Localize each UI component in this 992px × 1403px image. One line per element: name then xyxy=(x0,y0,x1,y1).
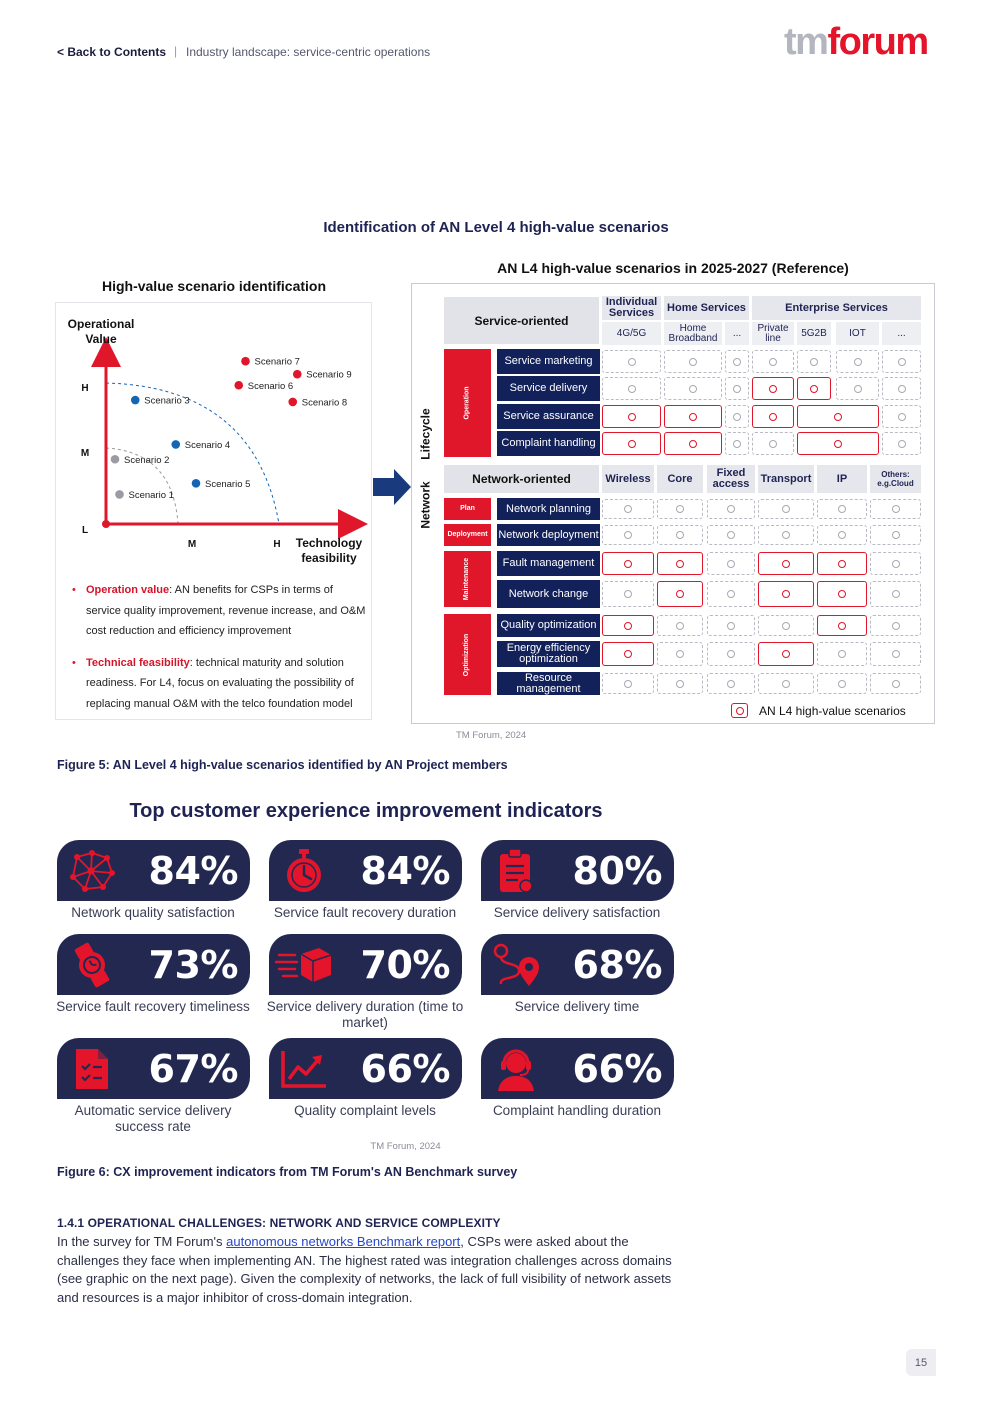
y-axis-label-line1: Operational xyxy=(67,317,135,331)
high-value-scenario-cell xyxy=(752,377,794,400)
scenario-cell xyxy=(817,642,867,666)
figure6-caption: Figure 6: CX improvement indicators from TM Forum's AN Benchmark survey xyxy=(57,1165,518,1179)
scenario-cell xyxy=(870,642,921,666)
indicator-label: Service fault recovery timeliness xyxy=(56,999,250,1014)
fast-box-icon xyxy=(269,934,339,995)
x-tick-h: H xyxy=(273,539,281,550)
indicator-value: 67% xyxy=(148,1046,238,1091)
network-group-label-text: Maintenance xyxy=(463,557,471,601)
right-panel-title: AN L4 high-value scenarios in 2025-2027 (Reference) xyxy=(497,260,849,276)
indicator-value: 80% xyxy=(572,848,662,893)
scenario-cell xyxy=(752,432,794,455)
indicator-tile xyxy=(481,934,674,995)
enterprise-services-header: Enterprise Services xyxy=(752,296,921,320)
scenario-cell xyxy=(664,377,722,400)
scenario-cell xyxy=(758,499,814,519)
scenario-cell xyxy=(882,405,921,428)
figure6-title: Top customer experience improvement indicators xyxy=(129,800,603,822)
network-group-label: Plan xyxy=(444,498,491,520)
scenario-cell xyxy=(707,552,755,575)
x-axis-label-line2: feasibility xyxy=(301,551,357,565)
indicator-value: 66% xyxy=(572,1046,662,1091)
indicator-tile xyxy=(481,1038,674,1099)
scenario-cell xyxy=(870,581,921,607)
scenario-cell xyxy=(657,615,703,636)
network-group-label xyxy=(444,614,491,695)
network-mesh-icon xyxy=(57,840,127,901)
scenario-cell xyxy=(836,377,879,400)
wristwatch-icon xyxy=(57,934,127,995)
scenario-cell xyxy=(870,552,921,575)
scenario-cell xyxy=(657,525,703,545)
paragraph-text-end: , CSPs were asked about the challenges they face when implementing AN. The highest rated was integration challenges across domains (see graphic on the next page). Given the complexity of networks, the lack of full visibility of network assets and resources is a major inhibitor of cross-domain integration. xyxy=(57,1234,672,1305)
scenario-point xyxy=(192,479,201,488)
scenario-cell xyxy=(758,525,814,545)
scenario-cell xyxy=(882,350,921,373)
indicator-label: Service fault recovery duration xyxy=(273,905,457,920)
scenario-cell xyxy=(870,615,921,636)
network-row-label: Resource management xyxy=(497,672,600,695)
network-group-label xyxy=(444,551,491,607)
scenario-point-label: Scenario 9 xyxy=(306,369,352,381)
scenario-criteria-list xyxy=(72,580,368,725)
scenario-cell xyxy=(602,377,661,400)
scenario-point-label: Scenario 2 xyxy=(124,454,170,466)
header-separator: | xyxy=(174,44,178,58)
high-value-scenario-cell xyxy=(758,581,814,607)
network-row-label: Network change xyxy=(497,580,600,608)
high-value-boundary-curve xyxy=(106,383,279,524)
network-group-label: Deployment xyxy=(444,524,491,546)
trend-chart-icon xyxy=(269,1038,339,1099)
scenario-cell xyxy=(725,377,749,400)
indicator-value: 73% xyxy=(148,942,238,987)
service-row-label: Service delivery xyxy=(497,376,600,401)
y-tick-m: M xyxy=(80,448,90,459)
network-label: Network xyxy=(419,481,433,529)
network-column-header: Transport xyxy=(758,465,814,493)
indicator-tile xyxy=(269,840,462,901)
service-oriented-header: Service-oriented xyxy=(444,297,599,344)
indicator-tile xyxy=(57,934,250,995)
service-column-header: 5G2B xyxy=(797,322,831,345)
scenario-point xyxy=(288,398,297,407)
scenario-cell xyxy=(817,525,867,545)
service-column-header: 4G/5G xyxy=(602,322,661,345)
scenario-point-label: Scenario 5 xyxy=(205,478,251,490)
high-value-scenario-cell xyxy=(657,552,703,575)
scenario-cell xyxy=(657,499,703,519)
operation-value-term: Operation value xyxy=(86,584,170,596)
scenario-point xyxy=(234,381,243,390)
technical-feasibility-text: : technical maturity and solution readiness. For L4, focus on evaluating the possibility of replacing manual O&M with the telco foundation model xyxy=(86,656,354,710)
high-value-scenario-cell xyxy=(797,405,879,428)
axis-origin xyxy=(102,520,110,528)
scenario-cell xyxy=(602,525,654,545)
network-oriented-header: Network-oriented xyxy=(444,465,599,493)
scenario-point-label: Scenario 7 xyxy=(254,356,300,368)
high-value-scenario-cell xyxy=(602,615,654,636)
scenario-cell xyxy=(602,350,661,373)
network-row-label: Network deployment xyxy=(497,524,600,546)
scenario-cell xyxy=(664,350,722,373)
indicator-label: Complaint handling duration xyxy=(492,1103,662,1118)
scenario-cell xyxy=(758,673,814,694)
section-heading: 1.4.1 OPERATIONAL CHALLENGES: NETWORK AND SERVICE COMPLEXITY xyxy=(57,1216,501,1230)
scenario-point xyxy=(171,440,180,449)
y-tick-l: L xyxy=(81,525,89,536)
indicator-label: Automatic service delivery success rate xyxy=(74,1103,232,1134)
network-row-label: Fault management xyxy=(497,551,600,576)
network-row-label: Energy efficiency optimization xyxy=(497,641,600,667)
high-value-scenario-cell xyxy=(817,615,867,636)
clipboard-icon xyxy=(481,840,551,901)
x-tick-m: M xyxy=(187,539,197,550)
high-value-scenario-cell xyxy=(664,432,722,455)
indicator-tile xyxy=(269,1038,462,1099)
high-value-scenario-cell xyxy=(817,552,867,575)
scenario-point xyxy=(241,357,250,366)
high-value-scenario-cell xyxy=(758,552,814,575)
scenario-cell xyxy=(882,432,921,455)
scenario-cell xyxy=(725,350,749,373)
indicator-tile xyxy=(481,840,674,901)
scenario-cell xyxy=(797,350,831,373)
service-column-header: Home Broadband xyxy=(664,322,722,345)
scenario-point xyxy=(111,455,120,464)
scenario-point xyxy=(131,396,140,405)
back-to-contents-link[interactable]: < Back to Contents xyxy=(57,45,167,59)
scenario-point-label: Scenario 6 xyxy=(247,380,294,392)
indicator-label: Service delivery duration (time to market) xyxy=(266,999,464,1030)
scenario-point xyxy=(293,370,302,379)
scenario-cell xyxy=(707,581,755,607)
technical-feasibility-term: Technical feasibility xyxy=(86,656,190,669)
high-value-scenario-cell xyxy=(602,432,661,455)
operation-value-bullet xyxy=(72,580,368,642)
headset-agent-icon xyxy=(481,1038,551,1099)
indicator-value: 70% xyxy=(360,942,450,987)
high-value-scenario-cell xyxy=(602,552,654,575)
scenario-cell xyxy=(707,499,755,519)
scenario-cell xyxy=(836,350,879,373)
figure5-title: Identification of AN Level 4 high-value scenarios xyxy=(323,219,669,236)
logo-tm: tm xyxy=(784,21,828,63)
scenario-point-label: Scenario 8 xyxy=(301,397,348,409)
benchmark-report-link[interactable]: autonomous networks Benchmark report xyxy=(226,1234,461,1249)
logo-forum: forum xyxy=(827,21,928,63)
scenario-cell xyxy=(870,673,921,694)
service-column-header: ... xyxy=(882,322,921,345)
indicator-value: 66% xyxy=(360,1046,450,1091)
scenario-cell xyxy=(870,499,921,519)
figure5-caption: Figure 5: AN Level 4 high-value scenarios identified by AN Project members xyxy=(57,758,508,772)
indicator-tile xyxy=(57,840,250,901)
technical-feasibility-bullet xyxy=(72,653,368,715)
high-value-scenario-cell xyxy=(664,405,722,428)
indicator-value: 84% xyxy=(360,848,450,893)
scenario-cell xyxy=(602,581,654,607)
indicator-tile xyxy=(269,934,462,995)
scenario-cell xyxy=(817,673,867,694)
high-value-scenario-cell xyxy=(752,405,794,428)
high-value-scenario-cell xyxy=(758,642,814,666)
service-row-label: Complaint handling xyxy=(497,431,600,456)
network-column-header: Core xyxy=(657,465,703,493)
scenario-point-label: Scenario 3 xyxy=(144,395,190,407)
tmforum-logo[interactable] xyxy=(784,20,928,64)
section-paragraph xyxy=(57,1233,677,1307)
home-services-header: Home Services xyxy=(664,296,749,320)
scenario-cell xyxy=(870,525,921,545)
high-value-scenario-cell xyxy=(797,432,879,455)
paragraph-text-start: In the survey for TM Forum's xyxy=(57,1234,227,1249)
high-value-scenario-cell xyxy=(657,581,703,607)
scenario-cell xyxy=(725,432,749,455)
indicator-label: Service delivery time xyxy=(514,999,640,1014)
scenario-scatter-chart xyxy=(55,302,372,577)
operation-value-text: : AN benefits for CSPs in terms of service quality improvement, revenue increase, and O&M cost reduction and efficiency improvement xyxy=(86,584,366,637)
y-axis-label-line2: Value xyxy=(85,332,117,346)
scenario-cell xyxy=(602,499,654,519)
network-row-label: Network planning xyxy=(497,498,600,520)
network-row-label: Quality optimization xyxy=(497,614,600,637)
route-pin-icon xyxy=(481,934,551,995)
scenario-cell xyxy=(707,642,755,666)
scenario-cell xyxy=(817,499,867,519)
stopwatch-icon xyxy=(269,840,339,901)
scenario-point-label: Scenario 1 xyxy=(128,489,174,501)
document-check-icon xyxy=(57,1038,127,1099)
scenario-cell xyxy=(882,377,921,400)
high-value-scenario-cell xyxy=(797,377,831,400)
scenario-cell xyxy=(758,615,814,636)
scenario-point-label: Scenario 4 xyxy=(184,439,231,451)
network-column-header: Others: e.g.Cloud xyxy=(870,465,921,493)
scenario-cell xyxy=(707,673,755,694)
scenario-cell xyxy=(657,673,703,694)
network-column-header: Wireless xyxy=(602,465,654,493)
indicator-value: 84% xyxy=(148,848,238,893)
high-value-scenario-cell xyxy=(602,405,661,428)
scenario-cell xyxy=(752,350,794,373)
scatter-points-group xyxy=(111,357,352,501)
operation-group-label: Operation xyxy=(444,349,491,457)
scenario-cell xyxy=(707,525,755,545)
indicator-label: Service delivery satisfaction xyxy=(493,905,661,920)
x-axis-label-line1: Technology xyxy=(295,536,363,550)
lifecycle-label: Lifecycle xyxy=(419,408,433,460)
service-column-header: ... xyxy=(725,322,749,345)
scenario-cell xyxy=(725,405,749,428)
high-value-scenario-cell xyxy=(817,581,867,607)
breadcrumb: Industry landscape: service-centric operations xyxy=(186,45,431,59)
individual-services-header: Individual Services xyxy=(602,296,661,320)
page-number: 15 xyxy=(906,1349,936,1376)
network-group-label-text: Optimization xyxy=(463,633,471,676)
network-column-header: IP xyxy=(817,465,867,493)
service-row-label: Service assurance xyxy=(497,404,600,429)
legend-label: AN L4 high-value scenarios xyxy=(759,704,906,718)
indicator-tile xyxy=(57,1038,250,1099)
scenario-cell xyxy=(707,615,755,636)
scenario-point xyxy=(115,490,124,499)
high-value-scenario-cell xyxy=(602,642,654,666)
y-tick-h: H xyxy=(81,383,89,394)
service-column-header: IOT xyxy=(836,322,879,345)
scenario-cell xyxy=(602,673,654,694)
figure6-source: TM Forum, 2024 xyxy=(370,1141,441,1152)
figure5-source: TM Forum, 2024 xyxy=(456,730,527,741)
legend-swatch xyxy=(731,703,748,718)
indicator-value: 68% xyxy=(572,942,662,987)
indicator-label: Network quality satisfaction xyxy=(71,905,235,920)
indicator-label: Quality complaint levels xyxy=(294,1103,436,1118)
left-panel-title: High-value scenario identification xyxy=(101,278,327,294)
network-column-header: Fixed access xyxy=(707,465,755,493)
service-column-header: Private line xyxy=(752,322,794,345)
scenario-cell xyxy=(657,642,703,666)
service-row-label: Service marketing xyxy=(497,349,600,374)
